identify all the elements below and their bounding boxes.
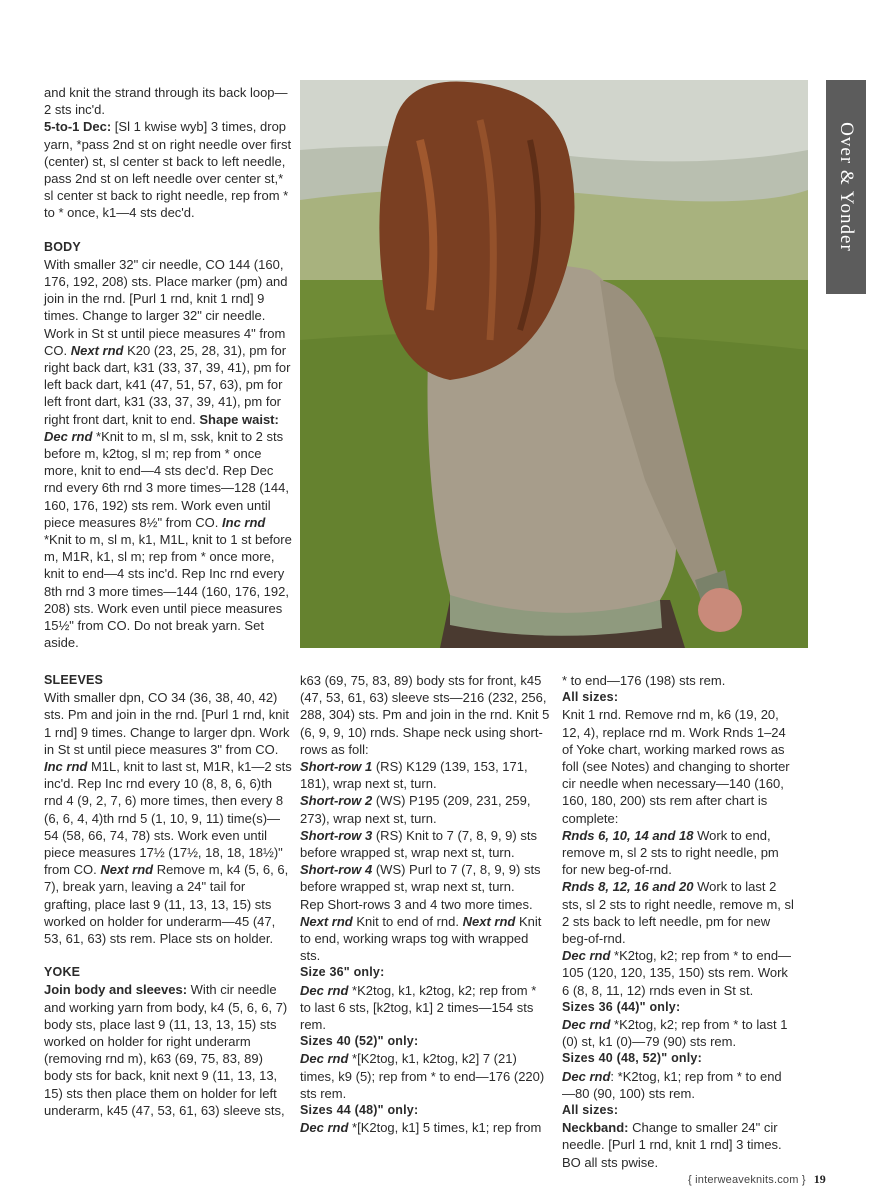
- short-row-1: Short-row 1 (RS) K129 (139, 153, 171, 181), wrap next st, turn.: [300, 759, 528, 792]
- middle-column: [300, 672, 550, 1136]
- all-sizes-instructions: Knit 1 rnd. Remove rnd m, k6 (19, 20, 12, 4), replace rnd m. Work Rnds 1–24 of Yoke chart, working marked rows as foll (see Notes) and changing to shorter cir needle when necessary—140 (160, 160, 180, 200) sts rem after chart is complete:: [562, 707, 790, 826]
- size-heading-40-48-52: Sizes 40 (48, 52)" only:: [562, 1051, 702, 1066]
- repeat-instructions: Rep Short-rows 3 and 4 two more times. Next rnd Knit to end of rnd. Next rnd Knit to end, working wraps tog with wrapped sts.: [300, 896, 542, 964]
- dec-rnd-instructions: Dec rnd *K2tog, k2; rep from * to end—105 (120, 120, 135, 150) sts rem. Work 6 (8, 8, 11, 12) rnds even in St st.: [562, 948, 792, 998]
- intro-paragraph-1: and knit the strand through its back loop—2 sts inc'd.: [44, 85, 288, 118]
- size-36-44-instructions: Dec rnd *K2tog, k2; rep from * to last 1 (0) st, k1 (0)—79 (90) sts rem.: [562, 1017, 788, 1050]
- yoke-continued: k63 (69, 75, 83, 89) body sts for front, k45 (47, 53, 61, 63) sleeve sts—216 (232, 256, 288, 304) sts. Pm and join in the rnd. Knit 5 (6, 9, 9, 10) rnds. Shape neck using short-rows as foll:: [300, 673, 550, 757]
- intro-paragraph-2: [44, 118, 292, 221]
- short-row-2: Short-row 2 (WS) P195 (209, 231, 259, 273), wrap next st, turn.: [300, 793, 531, 826]
- page-footer: [688, 1172, 826, 1187]
- size-40-48-52-instructions: Dec rnd: *K2tog, k1; rep from * to end—80 (90, 100) sts rem.: [562, 1068, 782, 1101]
- hero-photo: [300, 80, 808, 648]
- rnds-8-instructions: Rnds 8, 12, 16 and 20 Work to last 2 sts, sl 2 sts to right needle, remove m, sl 2 sts back to left needle, pm for new beg-of-rnd.: [562, 879, 794, 947]
- intro-column: [44, 84, 292, 652]
- size-44-instructions: Dec rnd *[K2tog, k1] 5 times, k1; rep from: [300, 1120, 542, 1136]
- technique-text: [Sl 1 kwise wyb] 3 times, drop yarn, *pass 2nd st on right needle over first (center) st, sl center st back to left needle, pass 2nd st on left needle over center st,* sl center st back to right needle, rep from * to * once, k1—4 sts dec'd.: [44, 119, 292, 221]
- section-heading-sleeves: SLEEVES: [44, 673, 104, 687]
- short-row-4: Short-row 4 (WS) Purl to 7 (7, 8, 9, 9) sts before wrapped st, wrap next st, turn.: [300, 862, 541, 895]
- sleeves-paragraph: With smaller dpn, CO 34 (36, 38, 40, 42) sts. Pm and join in the rnd. [Purl 1 rnd, knit 1 rnd] 9 times. Change to larger dpn. Work in St st until piece measures 3" from CO. Inc rnd M1L, knit to last st, M1R, k1—2 sts inc'd. Rep Inc rnd every 10 (8, 8, 6, 6)th rnd 4 (9, 2, 7, 6) more times, then every 8 (6, 6, 4, 4)th rnd 5 (1, 10, 9, 11) time(s)—54 (58, 66, 74, 78) sts. Work even until piece measures 17½ (17½, 18, 18, 18½)" from CO. Next rnd Remove m, k4 (5, 6, 6, 7), break yarn, leaving a 24" tail for grafting, place last 9 (11, 13, 13, 15) sts worked on holder for underarm—45 (47, 53, 61, 63) sts rem. Place sts on holder.: [44, 690, 292, 947]
- left-column: [44, 672, 292, 1119]
- short-row-3: Short-row 3 (RS) Knit to 7 (7, 8, 9, 9) sts before wrapped st, wrap next st, turn.: [300, 827, 537, 861]
- neckband-instructions: Neckband: Change to smaller 24" cir needle. [Purl 1 rnd, knit 1 rnd] 3 times. BO all sts pwise.: [562, 1120, 782, 1170]
- photo-illustration: [300, 80, 808, 648]
- all-sizes-heading-1: All sizes:: [562, 690, 619, 705]
- section-tab: [826, 80, 866, 294]
- all-sizes-heading-2: All sizes:: [562, 1103, 619, 1118]
- section-tab-label: Over & Yonder: [836, 122, 857, 252]
- size-heading-40-52: Sizes 40 (52)" only:: [300, 1034, 419, 1049]
- body-paragraph: With smaller 32" cir needle, CO 144 (160, 176, 192, 208) sts. Place marker (pm) and join in the rnd. [Purl 1 rnd, knit 1 rnd] 9 times. Change to larger 32" cir needle. Work in St st until piece measures 4" from CO. Next rnd K20 (23, 25, 28, 31), pm for right back dart, k31 (33, 37, 39, 41), pm for left back dart, k41 (47, 51, 57, 63), pm for left front dart, k31 (33, 37, 39, 41), pm for right front dart, knit to end. Shape waist: Dec rnd *Knit to m, sl m, ssk, knit to 2 sts before m, k2tog, sl m; rep from * once more, knit to end—4 sts dec'd. Rep Dec rnd every 6th rnd 3 more times—128 (144, 160, 176, 192) sts rem. Work even until piece measures 8½" from CO. Inc rnd *Knit to m, sl m, k1, M1L, knit to 1 st before m, M1R, k1, sl m; rep from * once more, knit to end—4 sts inc'd. Rep Inc rnd every 8th rnd 3 more times—144 (160, 176, 192, 208) sts. Work even until piece measures 15½" from CO. Do not break yarn. Set aside.: [44, 256, 292, 651]
- footer-url[interactable]: { interweaveknits.com }: [688, 1174, 806, 1186]
- size-heading-36-44: Sizes 36 (44)" only:: [562, 999, 681, 1014]
- size-40-instructions: Dec rnd *[K2tog, k1, k2tog, k2] 7 (21) times, k9 (5); rep from * to end—176 (220) sts rem.: [300, 1051, 545, 1101]
- technique-label: 5-to-1 Dec:: [44, 119, 112, 135]
- section-heading-body: BODY: [44, 239, 81, 254]
- hands: [698, 588, 742, 632]
- right-column: [562, 672, 794, 1171]
- rnds-6-instructions: Rnds 6, 10, 14 and 18 Work to end, remove m, sl 2 sts to right needle, pm for new beg-of-rnd.: [562, 827, 779, 878]
- page-number: 19: [813, 1172, 826, 1186]
- size-36-instructions: Dec rnd *K2tog, k1, k2tog, k2; rep from * to last 6 sts, [k2tog, k1] 2 times—154 sts rem.: [300, 982, 537, 1033]
- yoke-paragraph: Join body and sleeves: With cir needle and working yarn from body, k4 (5, 6, 6, 7) body sts, place last 9 (11, 13, 13, 15) sts worked on holder for right underarm (removing rnd m), k63 (69, 75, 83, 89) body sts for back, knit next 9 (11, 13, 13, 15) sts then place them on holder for left underarm, k45 (47, 53, 61, 63) sleeve sts,: [44, 982, 288, 1118]
- size-heading-44-48: Sizes 44 (48)" only:: [300, 1103, 419, 1118]
- size-44-continued: * to end—176 (198) sts rem.: [562, 673, 726, 688]
- section-heading-yoke: YOKE: [44, 965, 81, 980]
- size-heading-36: Size 36" only:: [300, 965, 385, 980]
